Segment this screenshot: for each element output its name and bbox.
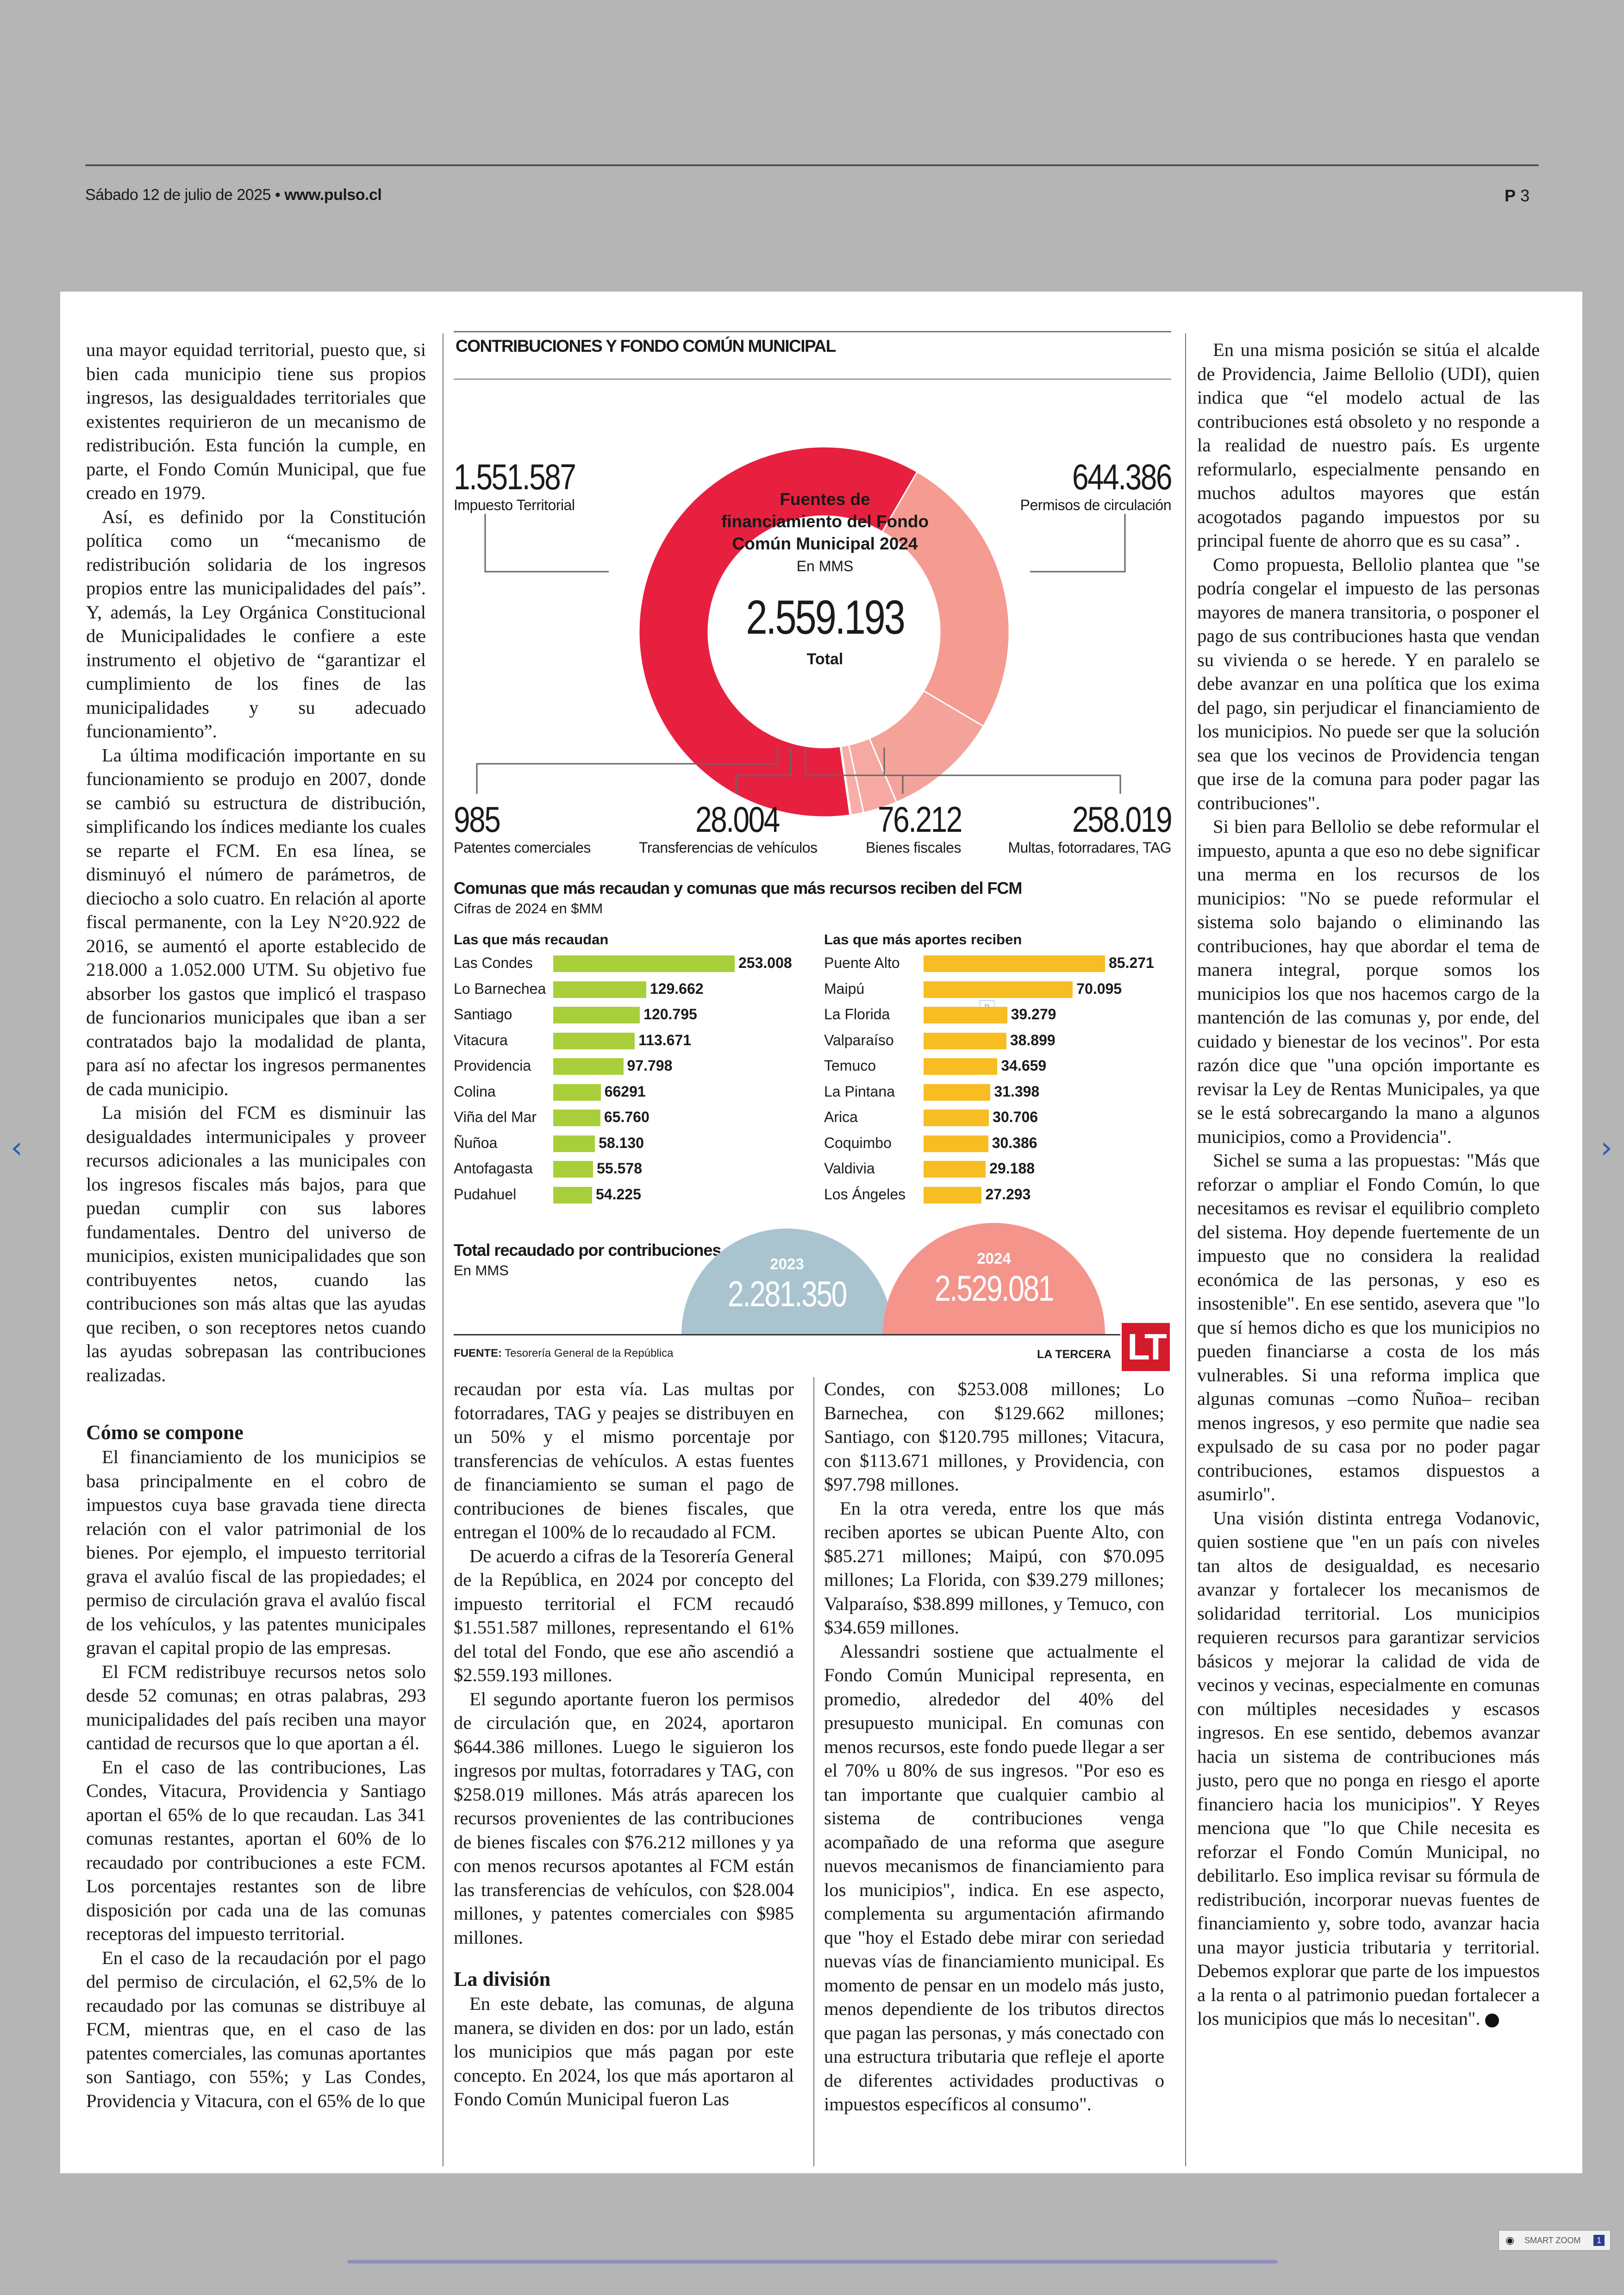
bar [553,1110,600,1126]
donut-center-title: Fuentes de financiamiento del Fondo Común Municipal 2024 [721,490,929,553]
comuna-name: Valdivia [824,1160,875,1177]
header-site-link[interactable]: www.pulso.cl [284,186,382,204]
comuna-name: Los Ángeles [824,1185,906,1203]
bar-value: 30.386 [992,1134,1037,1151]
bar-value: 97.798 [627,1057,673,1074]
page-number-value: 3 [1520,186,1530,205]
label-bienes-fiscales-value: 76.212 [878,799,962,840]
left-list-heading: Las que más recaudan [454,931,609,948]
bar-row [454,1004,778,1026]
bar-row [454,1158,778,1180]
heading-la-division: La división [454,1968,551,1990]
comuna-name: Arica [824,1109,858,1125]
comuna-name: La Florida [824,1006,890,1023]
comunas-section-subtitle: Cifras de 2024 en $MM [454,900,603,917]
bar-value: 70.095 [1076,980,1122,997]
comuna-name: Pudahuel [454,1185,517,1203]
paragraph: Una visión distinta entrega Vodanovic, quien sostiene que "en un país con niveles tan altos de desigualdad, es necesario avanzar y fortalecer los mecanismos de solidaridad territorial. Los municipios requieren recursos para garantizar servicios básicos y mejorar la calidad de vida de vecinos y vecinas, especialmente en comunas con múltiples necesidades y escasos ingresos. En ese sentido, debemos avanzar hacia un sistema de contribuciones más justo, pero que no ponga en riesgo el aporte financiero hacia los municipios". Y Reyes menciona que "lo que Chile necesita es reforzar el Fondo Común Municipal, no debilitarlo. Eso implica revisar su fórmula de redistribución, incorporar nuevas fuentes de financiamiento y, sobre todo, avanzar hacia una mayor justicia tributaria y territorial. Debemos explorar que parte de los impuestos a la renta o al patrimonio puedan fortalecer a los municipios que más lo necesitan". P [1197,1507,1540,2029]
bar [924,1161,986,1178]
bar-value: 113.671 [638,1031,692,1048]
bar-value: 66291 [604,1083,646,1100]
donut-total-value: 2.559.193 [746,591,904,644]
column-divider [1185,333,1186,2166]
la-tercera-logo: LT [1122,1323,1170,1371]
eye-icon: ◉ [1505,2234,1515,2246]
comuna-name: Coquimbo [824,1134,892,1151]
bar-row [824,1081,1148,1104]
paragraph: El financiamiento de los municipios se basa principalmente en el cobro de impuestos cuya base gravada tiene directa relación con el valor patrimonial de los bienes. Por ejemplo, el impuesto territorial grava el avalúo fiscal de las propiedades; el permiso de circulación grava el avalúo fiscal de los vehículos, y las patentes municipales gravan el capital propio de las empresas. [86,1447,426,1658]
year-label: 2023 [770,1255,804,1272]
paragraph: En el caso de las contribuciones, Las Condes, Vitacura, Providencia y Santiago aportan el 65% de lo que recaudan. Las 341 comunas restantes, aportan el 60% de lo recaudado por contribuciones a este FCM. Los porcentajes restantes son de libre disposición por cada una de las comunas receptoras del impuesto territorial. [86,1756,426,1944]
bar-row [824,979,1148,1001]
bar-row [824,1004,1148,1026]
paragraph: En la otra vereda, entre los que más reciben aportes se ubican Puente Alto, con $85.271 millones; Maipú, con $70.095 millones; La Florida, con $39.279 millones; Valparaíso, $38.899 millones, y Temuco, con $34.659 millones. [824,1497,1164,1638]
paragraph: La última modificación importante en su funcionamiento se produjo en 2007, donde se cambió su estructura de distribución, simplificando los índices mediante los cuales se reparte el FCM. En esa línea, se disminuyó el número de parámetros, de dieciocho a solo cuatro. En relación al aporte fiscal permanente, con la Ley N°20.922 de 2016, se aumentó el aporte establecido de 218.000 a 1.052.000 UTM. Su objetivo fue absorber los gastos que implicó el traspaso de funcionarios municipales que iban a ser contratados bajo la modalidad de planta, para así no afectar los ingresos permanentes de cada municipio. [86,744,426,1099]
smart-zoom-button[interactable] [1499,2230,1611,2251]
leader-line [485,514,609,572]
label-multas: Multas, fotorradares, TAG [1008,839,1171,856]
paragraph: En este debate, las comunas, de alguna manera, se dividen en dos: por un lado, están los municipios que más pagan por este concepto. En 2024, los que más aportaron al Fondo Común Municipal fueron Las [454,1993,794,2109]
bar [553,1007,640,1023]
comuna-name: Providencia [454,1057,531,1074]
paragraph: una mayor equidad territorial, puesto que, si bien cada municipio tiene sus propios ingresos, las desigualdades territoriales que existentes requirieron de un mecanismo de redistribución. Esta función la cumple, en parte, el Fondo Común Municipal, que fue creado en 1979. [86,339,426,503]
year-amount: 2.281.350 [727,1273,846,1314]
semicircle-2024 [883,1223,1105,1334]
bar-row [454,1184,778,1206]
bar-row [824,1055,1148,1078]
page-number [1505,186,1530,206]
label-transferencias: Transferencias de vehículos [639,839,818,856]
newspaper-page [60,292,1582,2173]
leader-line [1030,514,1125,572]
bar [553,955,735,972]
bar-row [454,1133,778,1155]
donut-center-unit: En MMS [796,558,854,574]
paragraph: recaudan por esta vía. Las multas por fotorradares, TAG y peajes se distribuyen en un 50% y el mismo porcentaje por transferencias de vehículos. A estas fuentes de financiamiento se suman el pago de contribuciones de bienes fiscales, que entregan el 100% de lo recaudado al FCM. [454,1378,794,1542]
bar-value: 30.706 [993,1109,1038,1125]
label-patentes: Patentes comerciales [454,839,591,856]
comuna-name: Santiago [454,1006,512,1023]
paragraph: En una misma posición se sitúa el alcalde de Providencia, Jaime Bellolio (UDI), quien indica que “el modelo actual de las contribuciones está obsoleto y no responde a la realidad de nuestro país. Es urgente reformularlo, especialmente pensando en muchos adultos mayores que están acogotados pagando impuestos por su principal fuente de ahorro que es su casa” . [1197,339,1540,551]
comuna-name: La Pintana [824,1083,895,1100]
label-impuesto-territorial-value: 1.551.587 [454,456,575,497]
label-patentes-value: 985 [454,799,500,840]
bar-row [824,1158,1148,1180]
bar-value: 85.271 [1109,954,1154,971]
bar [924,1007,1007,1023]
column-divider [813,1377,814,2166]
bar-value: 129.662 [650,980,704,997]
bar-row [824,1184,1148,1206]
label-permisos: Permisos de circulación [1020,497,1171,513]
bar [553,1084,601,1101]
bar [553,1058,624,1075]
header-separator: • [271,186,285,204]
bar-value: 120.795 [643,1006,697,1023]
bar-value: 39.279 [1011,1006,1056,1023]
horizontal-scrollbar[interactable] [347,2260,1278,2264]
bar-row [454,1107,778,1129]
bar [924,1110,989,1126]
comuna-name: Colina [454,1083,496,1100]
bar-value: 27.293 [985,1185,1031,1203]
header-rule [85,164,1539,166]
comuna-name: Temuco [824,1057,876,1074]
article-column-3 [824,1377,1164,2116]
bar-row [824,1107,1148,1129]
comuna-name: Vitacura [454,1031,508,1048]
bar-value: 65.760 [604,1109,650,1125]
paragraph: Así, es definido por la Constitución política como un “mecanismo de redistribución solidaria de los ingresos propios entre las municipalidades del país”. Y, además, la Ley Orgánica Constitucional de Municipalidades le confiere a este instrumento el objetivo de “garantizar el cumplimiento de los fines de las municipalidades y su adecuado funcionamiento”. [86,506,426,742]
bar-value: 29.188 [989,1160,1035,1177]
chevron-right-icon[interactable]: › [1600,1131,1612,1165]
bar-row [824,953,1154,975]
header-date: Sábado 12 de julio de 2025 [85,186,271,204]
bar-value: 31.398 [994,1083,1040,1100]
article-column-4 [1197,338,1540,2031]
bar-row [454,979,778,1001]
comuna-name: Valparaíso [824,1031,894,1048]
bar [924,1135,988,1152]
comuna-name: Las Condes [454,954,533,971]
comuna-name: Lo Barnechea [454,980,546,997]
label-bienes-fiscales: Bienes fiscales [866,839,961,856]
bar [553,1033,635,1049]
article-column-1 [86,338,426,1387]
article-column-2 [454,1377,794,2111]
source-label: FUENTE: [454,1347,502,1360]
article-column-1-lower [86,1403,426,2113]
bar [553,1135,595,1152]
bar-row [824,1133,1148,1155]
label-transferencias-value: 28.004 [695,799,779,840]
paragraph: El segundo aportante fueron los permisos de circulación que, en 2024, aportaron $644.386 millones. Luego le siguieron los ingresos por multas, fotorradares y TAG, con $258.019 millones. Más atrás aparecen los recursos provenientes de las contribuciones de bienes fiscales con $76.212 millones y ya con menos recursos apotantes al FCM están las transferencias de vehículos, con $28.004 millones, y patentes comerciales con $985 millones. [454,1688,794,1948]
source-note [454,1347,673,1360]
bar-value: 55.578 [597,1160,642,1177]
paragraph: El FCM redistribuye recursos netos solo desde 52 comunas; en otras palabras, 293 municipalidades del país reciben una mayor cantidad de recursos que lo que aportan a él. [86,1661,426,1753]
paragraph: De acuerdo a cifras de la Tesorería General de la República, en 2024 por concepto del impuesto territorial el FCM recaudó $1.551.587 millones, representando el 61% del total del Fondo, que ese año ascendió a $2.559.193 millones. [454,1545,794,1685]
paragraph: Condes, con $253.008 millones; Lo Barnechea, con $129.662 millones; Santiago, con $120.795 millones; Vitacura, con $113.671 millones, y Providencia, con $97.798 millones. [824,1378,1164,1495]
bar [924,981,1073,998]
comuna-name: Antofagasta [454,1160,533,1177]
bar-row [454,1055,778,1078]
zoom-badge: 1 [1593,2235,1605,2246]
paragraph: Como propuesta, Bellolio plantea que "se podría congelar el impuesto de las personas mayores de manera transitoria, o posponer el pago de sus contribuciones hasta que vendan su vivienda o se herede. Y en paralelo se debe avanzar en una política que los exima del pago, sin perjudicar el financiamiento de los municipios. No puede ser que la solución sea que los vecinos de Providencia tengan que irse de la comuna para poder pagar las contribuciones". [1197,554,1540,813]
comuna-name: Viña del Mar [454,1109,537,1125]
infographic [454,331,1171,1368]
bar [924,1058,997,1075]
label-permisos-value: 644.386 [1072,456,1171,497]
baseline-rule [454,1334,1120,1335]
bar-value: 34.659 [1001,1057,1047,1074]
year-amount: 2.529.081 [934,1268,1053,1309]
bar [924,1033,1006,1049]
comunas-section-title: Comunas que más recaudan y comunas que más recursos reciben del FCM [454,879,1022,898]
bar [553,981,646,998]
donut-total-label: Total [806,650,843,668]
bar [924,1187,981,1204]
heading-como-se-compone: Cómo se compone [86,1421,244,1444]
right-list-heading: Las que más aportes reciben [824,931,1022,948]
bar-value: 38.899 [1010,1031,1056,1048]
paragraph: Si bien para Bellolio se debe reformular el impuesto, apunta a que eso no debe significar una merma en los recursos de los municipios: "No se puede reformular el sistema solo bajando o eliminando las contribuciones, hay que abordar el tema de manera integral, porque somos los municipios los que nos hacemos cargo de la mantención de las comunas y, por ende, del cuidado y bienestar de los vecinos". Por esta razón dice que "una opción importante es revisar la Ley de Rentas Municipales, ya que se le está sobrecargando la mano a algunos municipios, como a Providencia". [1197,816,1540,1147]
bar-value: 58.130 [599,1134,644,1151]
bar [924,1084,990,1101]
comuna-name: Puente Alto [824,954,900,971]
bar-value: 253.008 [738,954,792,971]
page-header-date [85,186,381,204]
bar [553,1161,593,1178]
bar-row [454,953,792,975]
paragraph: Sichel se suma a las propuestas: "Más que reforzar o ampliar el Fondo Común, lo que necesitamos es revisar el equilibrio completo del sistema. Hoy depende fuertemente de un impuesto que no considera la realidad económica de las personas, y eso es insostenible". En ese sentido, asevera que "lo que sí hemos dicho es que los municipios no pueden financiarse a costa de los más vulnerables. Si una reforma implica que algunas comunas –como Ñuñoa– reciban menos ingresos, y eso permite que nadie sea expulsado de su casa por no poder pagar contribuciones, estamos dispuestos a asumirlo". [1197,1150,1540,1504]
bar [553,1187,592,1204]
paragraph: En el caso de la recaudación por el pago del permiso de circulación, el 62,5% de lo recaudado por las comunas se distribuye al FCM, mientras que, en el caso de las patentes comerciales, las comunas aportantes son Santiago, con 55%; y Las Condes, Providencia y Vitacura, con el 65% de lo que [86,1947,426,2111]
comuna-name: Ñuñoa [454,1134,498,1151]
chevron-left-icon[interactable]: ‹ [11,1131,23,1165]
bar [924,955,1105,972]
bar-row [454,1030,778,1052]
comuna-name: Maipú [824,980,865,997]
brand-label: LA TERCERA [1037,1348,1112,1361]
bar-row [454,1081,778,1104]
smart-zoom-label: SMART ZOOM [1524,2236,1581,2245]
total-recaudado-title: Total recaudado por contribuciones [454,1241,721,1260]
bar-row [824,1030,1148,1052]
paragraph: Alessandri sostiene que actualmente el Fondo Común Municipal representa, en promedio, alrededor del 40% del presupuesto municipal. En comunas con menos recursos, este fondo puede llegar a ser el 70% u 80% de sus ingresos. "Por eso es tan importante que cualquier cambio al sistema de contribuciones venga acompañado de una reforma que asegure nuevos mecanismos de financiamiento para los municipios", indica. En ese aspecto, complementa su argumentación afirmando que "hoy el Estado debe mirar con seriedad nuevas vías de financiamiento municipal. Es momento de pensar en un modelo más justo, menos dependiente de los tributos directos que pagan las personas, y más conectado con una estructura tributaria que refleje el aporte de diferentes actividades productivas o impuestos específicos al consumo". [824,1640,1164,2114]
total-recaudado-unit: En MMS [454,1262,509,1278]
source-text: Tesorería General de la República [502,1347,674,1360]
label-multas-value: 258.019 [1072,799,1171,840]
end-mark-icon: P [1485,2014,1499,2027]
paragraph: La misión del FCM es disminuir las desigualdades intermunicipales y proveer recursos adicionales a las municipales con los ingresos fiscales más bajos, para que puedan cumplir con sus labores fundamentales. Dentro del universo de municipios, existen municipalidades que son contribuyentes netos, cuando las contribuciones son más altas que las ayudas que reciben, o son receptores netos cuando las ayudas sobrepasan las contribuciones realizadas. [86,1102,426,1385]
infographic-title: CONTRIBUCIONES Y FONDO COMÚN MUNICIPAL [456,337,836,355]
page-prefix: P [1505,186,1516,205]
label-impuesto-territorial: Impuesto Territorial [454,497,575,513]
year-label: 2024 [977,1250,1011,1267]
bar-value: 54.225 [596,1185,641,1203]
